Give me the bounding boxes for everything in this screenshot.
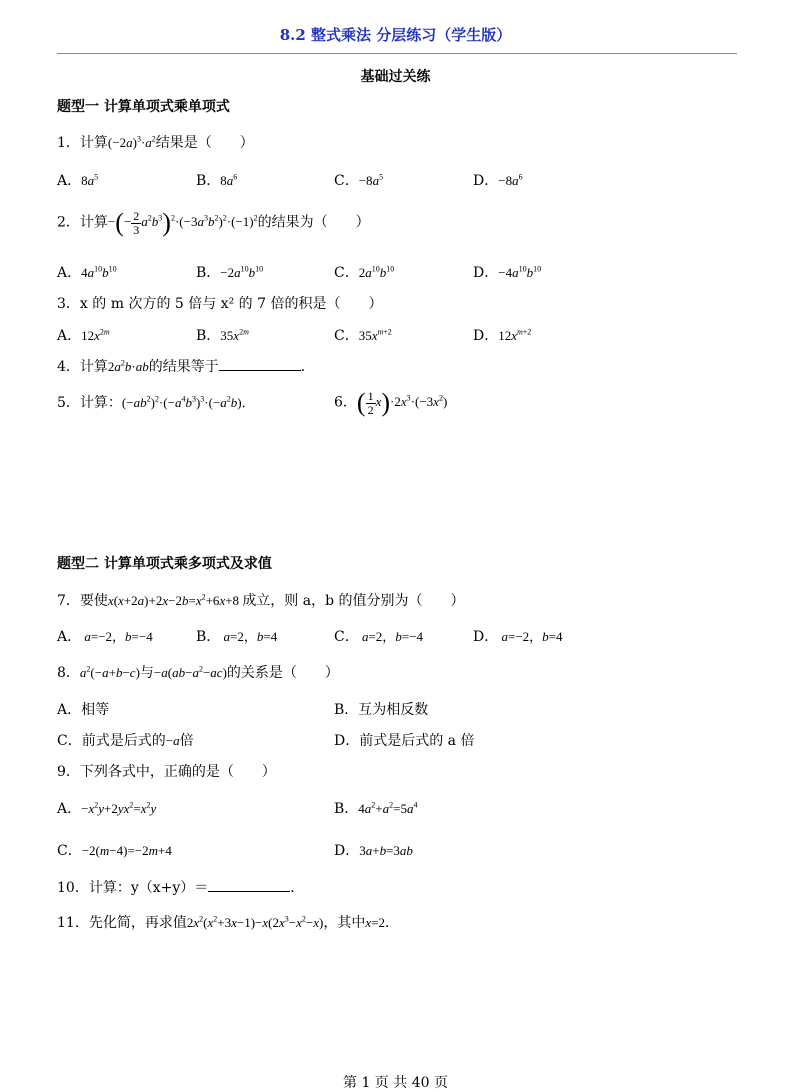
question-4: 4．计算$2a^2b\cdot ab$的结果等于 ．	[57, 358, 315, 375]
question-1: 1．计算$(-2a)^3\cdot a^2$结果是（ ）	[57, 134, 254, 151]
q3-option-b: B．$35x^{2m}$	[196, 327, 249, 344]
question-11: 11．先化简，再求值$2x^2(x^2+3x-1)-x(2x^3-x^2-x)$，其中x=2．	[57, 914, 399, 931]
q9-option-c: C．−2(m−4)=−2m+4	[57, 843, 172, 859]
q9-option-b: B．$4a^2+a^2=5a^4$	[334, 800, 418, 817]
q8-option-a: A．相等	[57, 702, 110, 718]
q8-option-c: C．前式是后式的−a倍	[57, 733, 194, 749]
q1-option-b: B．$8a^6$	[196, 172, 238, 189]
q4-answer-blank[interactable]	[219, 358, 301, 371]
question-2: 2．计算−(− $\frac{2}{3}$ $a^2b^3)^2\cdot(-3a^3b^2)^2\cdot(-1)^2$的结果为（ ）	[57, 208, 370, 238]
question-7: 7．要使$x(x+2a)+2x-2b=x^2+6x+8$ 成立，则 a，b 的值分别为（ ）	[57, 592, 465, 609]
q1-expression: $(-2a)^3\cdot a^2$	[107, 134, 156, 150]
q8-expression-2: $-a(ab-a^2-ac)$	[153, 664, 227, 680]
q1-option-c: C．$-8a^5$	[334, 172, 384, 189]
q11-condition: x=2	[365, 915, 385, 930]
page-header-title: 8.2 整式乘法 分层练习（学生版）	[279, 26, 512, 44]
q4-expression: $2a^2b\cdot ab$	[107, 358, 149, 374]
q9-option-a: A．$-x^2y+2yx^2=x^2y$	[57, 800, 157, 817]
q10-answer-blank[interactable]	[208, 879, 290, 892]
q6-expression: ( $\frac{1}{2}$ $x)\cdot 2x^3\cdot(-3x^2)$	[356, 388, 448, 418]
type1-heading: 题型一 计算单项式乘单项式	[57, 99, 230, 115]
q2-expression: −(− $\frac{2}{3}$ $a^2b^3)^2\cdot(-3a^3b^2)^2\cdot(-1)^2$	[107, 208, 258, 238]
question-8: 8．$a^2(-a+b-c)$与$-a(ab-a^2-ac)$的关系是（ ）	[57, 664, 339, 681]
question-5: 5．计算：$(-ab^2)^2\cdot(-a^4b^3)^3\cdot(-a^2b)$．	[57, 394, 255, 411]
q2-option-b: B．$-2a^{10}b^{10}$	[196, 264, 264, 281]
question-10: 10．计算：y（x+y）＝ ．	[57, 880, 305, 896]
q3-option-c: C．$35x^{m+2}$	[334, 327, 392, 344]
question-9: 9．下列各式中，正确的是（ ）	[57, 764, 276, 780]
section-heading: 基础过关练	[360, 69, 431, 85]
q8-option-d: D．前式是后式的 a 倍	[334, 733, 475, 749]
q1-option-a: A．$8a^5$	[57, 172, 99, 189]
q1-option-d: D．$-8a^6$	[473, 172, 523, 189]
header-divider	[57, 53, 737, 54]
q7-option-a: A． a=−2，b=−4	[57, 629, 153, 645]
q7-option-c: C． a=2，b=−4	[334, 629, 423, 645]
page-footer: 第 1 页 共 40 页	[343, 1075, 448, 1091]
q7-option-b: B． a=2，b=4	[196, 629, 278, 645]
q7-option-d: D． a=−2，b=4	[473, 629, 563, 645]
q5-expression: $(-ab^2)^2\cdot(-a^4b^3)^3\cdot(-a^2b)$．	[121, 394, 255, 410]
q8-expression-1: $a^2(-a+b-c)$	[79, 664, 140, 680]
q3-option-d: D．$12x^{m+2}$	[473, 327, 532, 344]
q7-expression: $x(x+2a)+2x-2b=x^2+6x+8$	[107, 592, 243, 608]
q8-option-b: B．互为相反数	[334, 702, 429, 718]
type2-heading: 题型二 计算单项式乘多项式及求值	[57, 556, 272, 572]
q2-option-c: C．$2a^{10}b^{10}$	[334, 264, 395, 281]
q3-option-a: A．$12x^{2m}$	[57, 327, 110, 344]
q11-expression: $2x^2(x^2+3x-1)-x(2x^3-x^2-x)$	[186, 914, 324, 930]
q2-option-a: A．$4a^{10}b^{10}$	[57, 264, 117, 281]
question-3: 3．x 的 m 次方的 5 倍与 x² 的 7 倍的积是（ ）	[57, 296, 383, 312]
q2-option-d: D．$-4a^{10}b^{10}$	[473, 264, 542, 281]
question-6: 6．( $\frac{1}{2}$ $x)\cdot 2x^3\cdot(-3x^2)$	[334, 388, 448, 418]
q9-option-d: D．3a+b=3ab	[334, 843, 413, 859]
